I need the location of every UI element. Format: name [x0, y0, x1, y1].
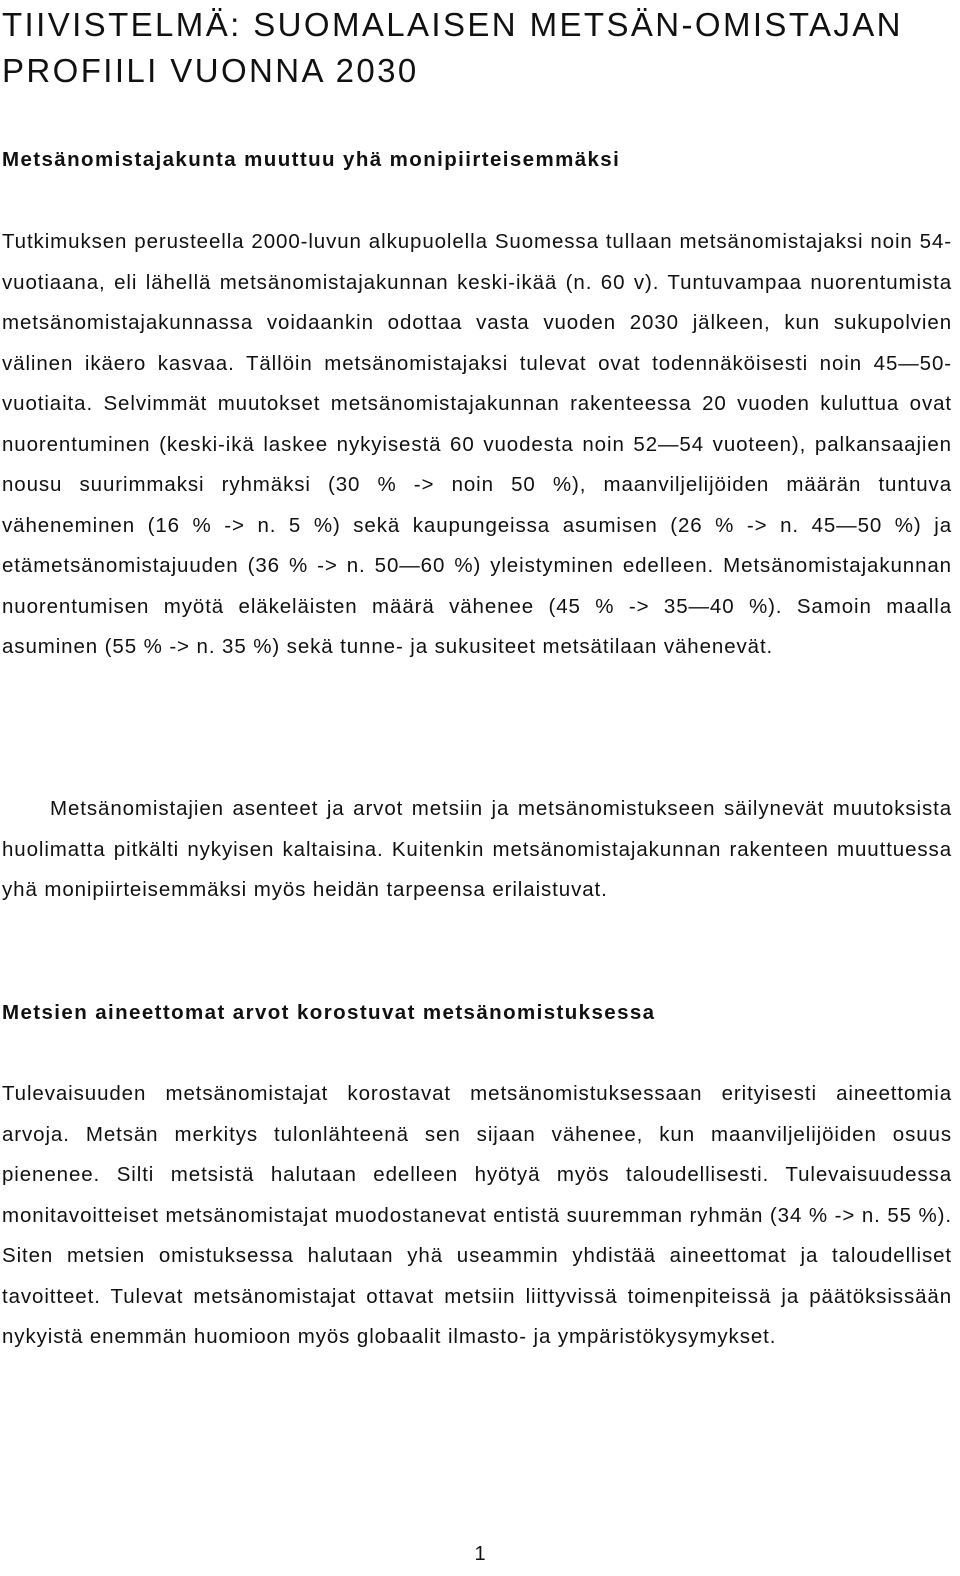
page-number: 1 — [474, 1543, 486, 1565]
section-heading-1: Metsänomistajakunta muuttuu yhä monipiirteisemmäksi — [2, 148, 621, 171]
section-heading-2: Metsien aineettomat arvot korostuvat metsänomistuksessa — [2, 1001, 656, 1024]
section-1-paragraph-2: Metsänomistajien asenteet ja arvot metsiin ja metsänomistukseen säilynevät muutoksista huolimatta pitkälti nykyisen kaltaisina. Kuitenkin metsänomistajakunnan rakenteen muuttuessa yhä monipiirteisemmäksi myös heidän tarpeensa erilaistuvat. — [2, 797, 952, 901]
section-2-paragraph-1: Tulevaisuuden metsänomistajat korostavat metsänomistuksessaan erityisesti aineettomia arvoja. Metsän merkitys tulonlähteenä sen sijaan vähenee, kun maanviljelijöiden osuus pienenee. Silti metsistä halutaan edelleen hyötyä myös taloudellisesti. Tulevaisuudessa monitavoitteiset metsänomistajat muodostanevat entistä suuremman ryhmän (34 % -> n. 55 %). Siten metsien omistuksessa halutaan yhä useammin yhdistää aineettomat ja taloudelliset tavoitteet. Tulevat metsänomistajat ottavat metsiin liittyvissä toimenpiteissä ja päätöksissään nykyistä enemmän huomioon myös globaalit ilmasto- ja ympäristökysymykset. — [2, 1082, 952, 1348]
document-title: TIIVISTELMÄ: SUOMALAISEN METSÄN-OMISTAJAN PROFIILI VUONNA 2030 — [2, 6, 903, 89]
section-1-paragraph-1: Tutkimuksen perusteella 2000-luvun alkupuolella Suomessa tullaan metsänomistajaksi noin 54-vuotiaana, eli lähellä metsänomistajakunnan keski-ikää (n. 60 v). Tuntuvampaa nuorentumista metsänomistajakunnassa voidaankin odottaa vasta vuoden 2030 jälkeen, kun sukupolvien välinen ikäero kasvaa. Tällöin metsänomistajaksi tulevat ovat todennäköisesti noin 45—50-vuotiaita. Selvimmät muutokset metsänomistajakunnan rakenteessa 20 vuoden kuluttua ovat nuorentuminen (keski-ikä laskee nykyisestä 60 vuodesta noin 52—54 vuoteen), palkansaajien nousu suurimmaksi ryhmäksi (30 % -> noin 50 %), maanviljelijöiden määrän tuntuva väheneminen (16 % -> n. 5 %) sekä kaupungeissa asumisen (26 % -> n. 45—50 %) ja etämetsänomistajuuden (36 % -> n. 50—60 %) yleistyminen edelleen. Metsänomistajakunnan nuorentumisen myötä eläkeläisten määrä vähenee (45 % -> 35—40 %). Samoin maalla asuminen (55 % -> n. 35 %) sekä tunne- ja sukusiteet metsätilaan vähenevät. — [2, 230, 952, 658]
